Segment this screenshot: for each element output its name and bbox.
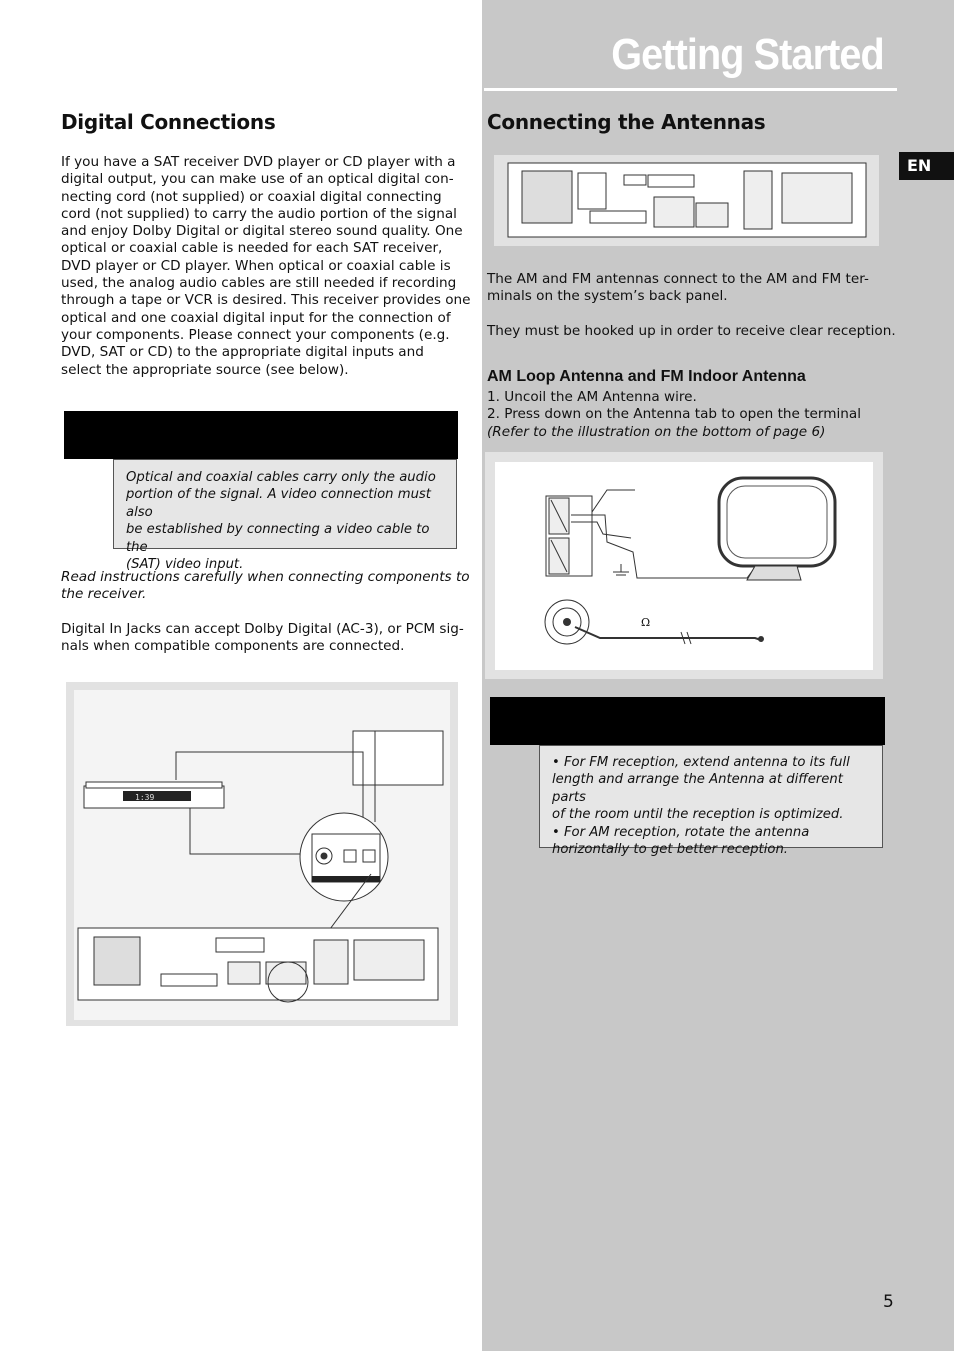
am-loop-antenna xyxy=(719,478,835,580)
antenna-terminal xyxy=(546,496,592,576)
monitor-box xyxy=(353,731,443,785)
note-header-bar xyxy=(64,411,458,459)
antenna-figure xyxy=(485,452,883,679)
connecting-antennas-heading: Connecting the Antennas xyxy=(487,110,766,134)
antenna-intro-text: The AM and FM antennas connect to the AM and FM ter- minals on the system’s back panel. xyxy=(487,271,869,305)
digital-connections-text: If you have a SAT receiver DVD player or CD player with a digital output, you can make use of an optical digital con- necting cord (not supplied) or coaxial digital connecting cord (not supplied) to carry the audio portion of the signal and enjoy Dolby Digital or digital stereo sound quality. One optical or coaxial cable is needed for each SAT receiver, DVD player or CD player. When optical or coaxial cable is used, the analog audio cables are still needed if recording through a tape or VCR is desired. This receiver provides one optical and one coaxial digital input for the connection of your components. Please connect your components (e.g. DVD, SAT or CD) to the appropriate digital inputs and select the appropriate source (see below). xyxy=(61,154,471,378)
reception-tips-note: • For FM reception, extend antenna to its full length and arrange the Antenna at different parts of the room until the reception is optimized. • For AM reception, rotate the antenna horizontally to get better reception. xyxy=(539,745,883,848)
digital-connections-heading: Digital Connections xyxy=(61,110,276,134)
page-title: Getting Started xyxy=(611,30,884,79)
am-fm-antenna-subheading: AM Loop Antenna and FM Indoor Antenna xyxy=(487,368,806,385)
language-tab: EN xyxy=(899,152,954,180)
read-instructions-text: Read instructions carefully when connecting components to the receiver. xyxy=(61,569,470,603)
tip-header-bar xyxy=(490,697,885,745)
page-number: 5 xyxy=(883,1292,894,1312)
antenna-hookup-text: They must be hooked up in order to receive clear reception. xyxy=(487,323,896,339)
optical-coaxial-note: Optical and coaxial cables carry only the audio portion of the signal. A video connection must also be established by connecting a video cable to the (SAT) video input. xyxy=(113,459,457,549)
antenna-steps: 1. Uncoil the AM Antenna wire. 2. Press down on the Antenna tab to open the terminal (Refer to the illustration on the bottom of page 6) xyxy=(487,389,862,440)
digital-in-jacks-text: Digital In Jacks can accept Dolby Digital (AC-3), or PCM sig- nals when compatible components are connected. xyxy=(61,621,464,655)
svg-text:1:39: 1:39 xyxy=(135,793,155,802)
ohm-label: Ω xyxy=(641,616,651,629)
digital-connection-figure xyxy=(66,682,458,1026)
receiver-back-panel xyxy=(78,928,438,1002)
receiver-back-panel-figure xyxy=(494,155,879,246)
title-rule xyxy=(484,88,897,91)
source-player xyxy=(84,782,224,808)
